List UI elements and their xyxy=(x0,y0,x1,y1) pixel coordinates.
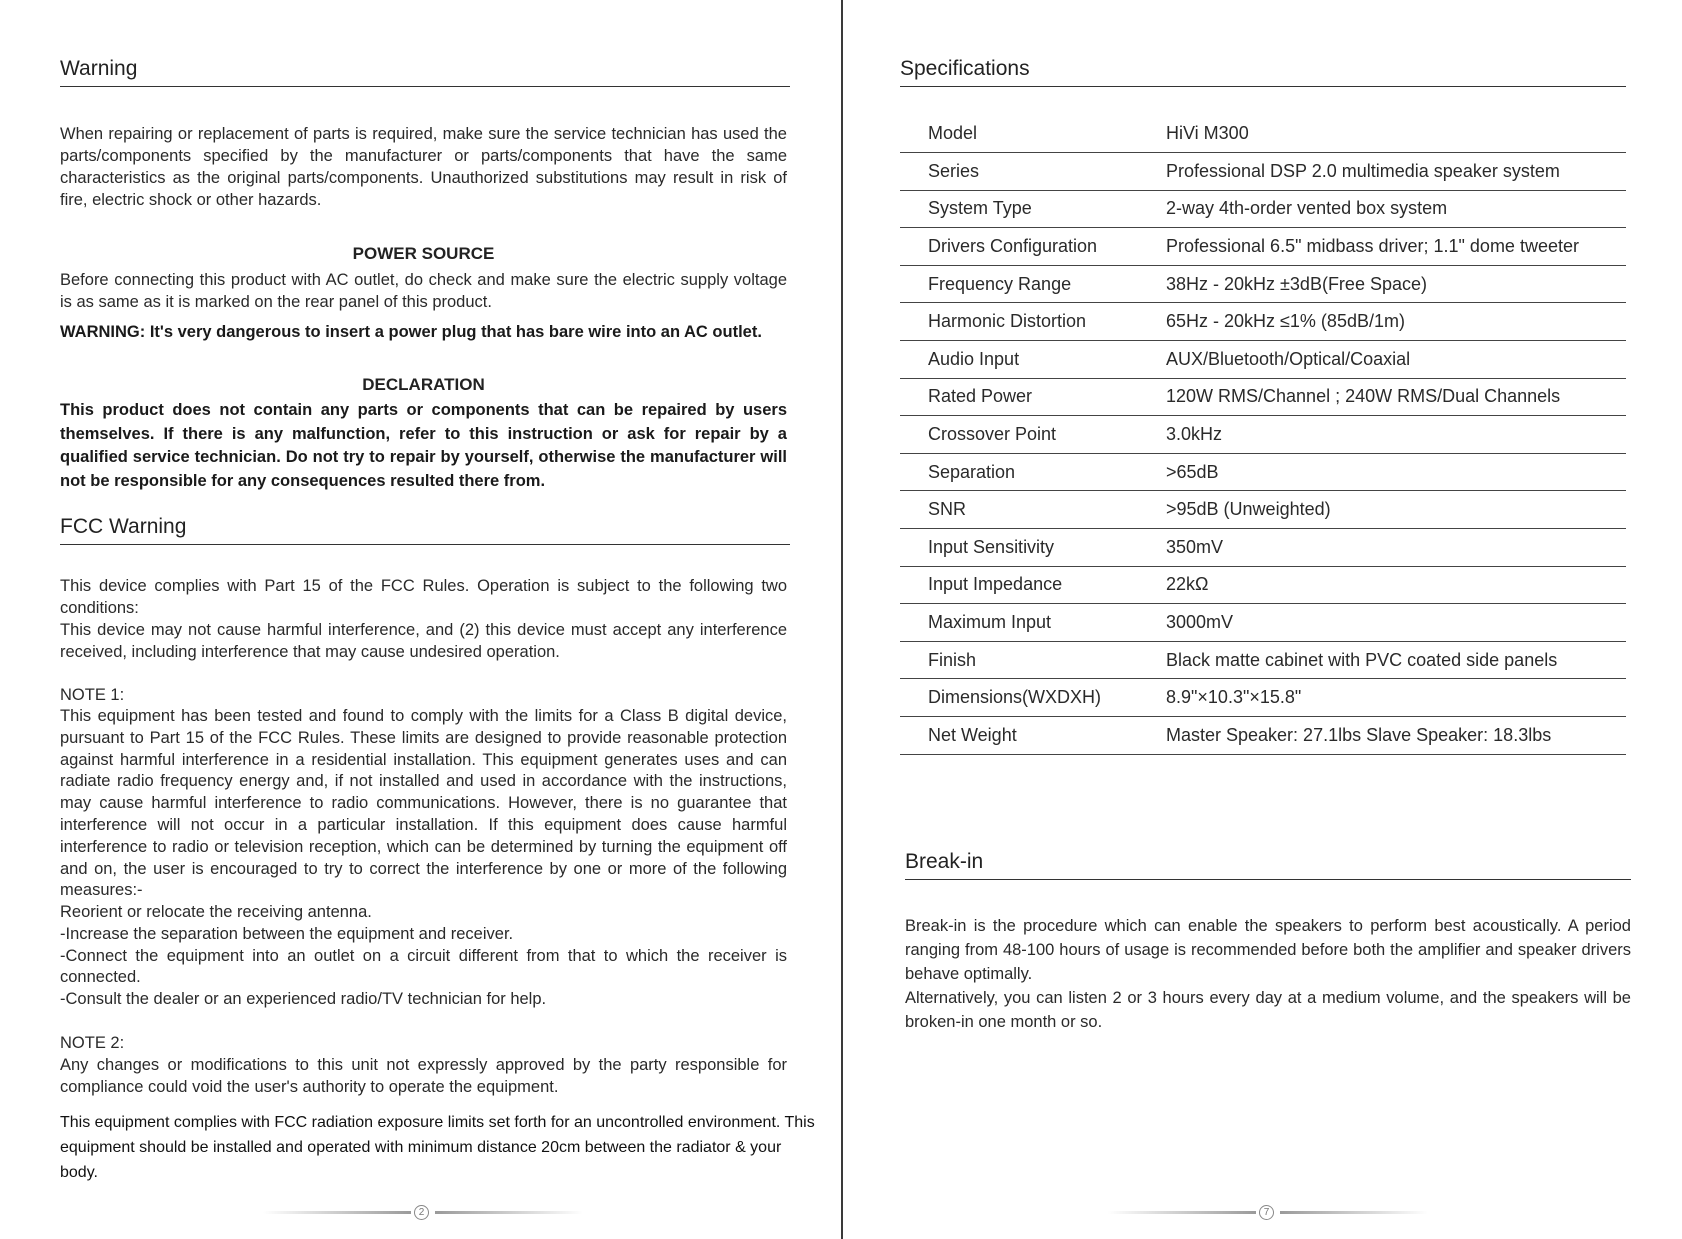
spec-row xyxy=(900,641,1626,679)
spec-label: Crossover Point xyxy=(928,424,1057,445)
spec-value: 3.0kHz xyxy=(1166,424,1223,445)
warning-heading: Warning xyxy=(60,56,790,87)
break-in-heading: Break-in xyxy=(905,849,1631,880)
page-number: 7 xyxy=(1259,1205,1274,1220)
note2-body: Any changes or modifications to this unit not expressly approved by the party responsible for compliance could void the user's authority to operate the equipment. xyxy=(60,1056,787,1096)
specifications-heading: Specifications xyxy=(900,56,1626,87)
spec-row xyxy=(900,265,1626,303)
spec-value: 2-way 4th-order vented box system xyxy=(1166,198,1448,219)
spec-value: 22kΩ xyxy=(1166,574,1209,595)
spec-label: Harmonic Distortion xyxy=(928,311,1087,332)
spec-row xyxy=(900,115,1626,153)
specifications-table xyxy=(900,115,1626,755)
spec-label: Input Impedance xyxy=(928,574,1063,595)
spec-label: Net Weight xyxy=(928,724,1017,745)
spec-row xyxy=(900,604,1626,642)
measures-list xyxy=(60,902,787,1011)
spec-value: HiVi M300 xyxy=(1166,123,1249,144)
spec-label: Drivers Configuration xyxy=(928,236,1098,257)
spec-label: Rated Power xyxy=(928,386,1033,407)
spec-label: Separation xyxy=(928,461,1016,482)
fcc-conditions: This device may not cause harmful interference, and (2) this device must accept any interference received, including interference that may cause undesired operation. xyxy=(60,621,787,661)
spec-label: Series xyxy=(928,160,980,181)
spec-value: 3000mV xyxy=(1166,612,1234,633)
measure-item: -Increase the separation between the equipment and receiver. xyxy=(60,924,514,943)
spec-value: >65dB xyxy=(1166,461,1219,482)
spec-value: Professional DSP 2.0 multimedia speaker system xyxy=(1166,160,1560,181)
power-warning: WARNING: It's very dangerous to insert a power plug that has bare wire into an AC outlet. xyxy=(60,323,762,341)
spec-label: Finish xyxy=(928,649,977,670)
measure-item: -Consult the dealer or an experienced radio/TV technician for help. xyxy=(60,990,547,1009)
spec-row xyxy=(900,378,1626,416)
spec-value: Master Speaker: 27.1lbs Slave Speaker: 18.3lbs xyxy=(1166,724,1552,745)
page-footer xyxy=(1108,1207,1428,1218)
spec-value: Professional 6.5" midbass driver; 1.1" dome tweeter xyxy=(1166,236,1579,257)
break-in-paragraph-1: Break-in is the procedure which can enable the speakers to perform best acoustically. A period ranging from 48-100 hours of usage is recommended before both the amplifier and speaker drivers behave optimally. xyxy=(905,917,1631,983)
spec-value: 38Hz - 20kHz ±3dB(Free Space) xyxy=(1166,273,1427,294)
power-source-paragraph: Before connecting this product with AC outlet, do check and make sure the electric supply voltage is as same as it is marked on the rear panel of this product. xyxy=(60,271,787,311)
note2-title: NOTE 2: xyxy=(60,1034,125,1052)
spec-row xyxy=(900,228,1626,266)
spec-label: Frequency Range xyxy=(928,273,1072,294)
spec-value: Black matte cabinet with PVC coated side panels xyxy=(1166,649,1558,670)
page-number: 2 xyxy=(414,1205,429,1220)
spec-row xyxy=(900,416,1626,454)
spec-value: AUX/Bluetooth/Optical/Coaxial xyxy=(1166,348,1411,369)
spec-row xyxy=(900,717,1626,755)
spec-label: Audio Input xyxy=(928,348,1020,369)
spec-row xyxy=(900,529,1626,567)
spec-label: Model xyxy=(928,123,978,144)
spec-value: 65Hz - 20kHz ≤1% (85dB/1m) xyxy=(1166,311,1405,332)
warning-paragraph: When repairing or replacement of parts is required, make sure the service technician has used the parts/components specified by the manufacturer or parts/components that have the same characteristics as the original parts/components. Unauthorized substitutions may result in risk of fire, electric shock or other hazards. xyxy=(60,125,787,209)
spec-row xyxy=(900,566,1626,604)
spec-row xyxy=(900,153,1626,191)
declaration-paragraph: This product does not contain any parts or components that can be repaired by users themselves. If there is any malfunction, refer to this instruction or ask for repair by a qualified service technician. Do not try to repair by yourself, otherwise the manufacturer will not be responsible for any consequences resulted there from. xyxy=(60,401,787,490)
note1-title: NOTE 1: xyxy=(60,686,125,704)
spec-label: Dimensions(WXDXH) xyxy=(928,687,1102,708)
declaration-title: DECLARATION xyxy=(362,375,485,394)
page-footer xyxy=(263,1207,583,1218)
power-source-title: POWER SOURCE xyxy=(352,244,495,263)
spec-row xyxy=(900,491,1626,529)
spec-value: 350mV xyxy=(1166,536,1224,557)
spec-value: >95dB (Unweighted) xyxy=(1166,499,1331,520)
spec-label: SNR xyxy=(928,499,967,520)
spec-value: 120W RMS/Channel ; 240W RMS/Dual Channels xyxy=(1166,386,1561,407)
spec-row xyxy=(900,303,1626,341)
measure-item: -Connect the equipment into an outlet on a circuit different from that to which the receiver is connected. xyxy=(60,946,787,987)
spec-label: System Type xyxy=(928,198,1032,219)
spec-label: Maximum Input xyxy=(928,612,1052,633)
spec-label: Input Sensitivity xyxy=(928,536,1055,557)
radiation-statement: This equipment complies with FCC radiation exposure limits set forth for an uncontrolled environment. This equipment should be installed and operated with minimum distance 20cm between the radiator & your body. xyxy=(60,1114,815,1181)
fcc-heading: FCC Warning xyxy=(60,514,790,545)
spec-row xyxy=(900,341,1626,379)
note1-body: This equipment has been tested and found to comply with the limits for a Class B digital device, pursuant to Part 15 of the FCC Rules. These limits are designed to provide reasonable protection against harmful interference in a residential installation. This equipment generates uses and can radiate radio frequency energy and, if not installed and used in accordance with the instructions, may cause harmful interference to radio communications. However, there is no guarantee that interference will not occur in a particular installation. If this equipment does cause harmful interference to radio or television reception, which can be determined by turning the equipment off and on, the user is encouraged to try to correct the interference by one or more of the following measures:- xyxy=(60,707,787,900)
spec-row xyxy=(900,190,1626,228)
spec-value: 8.9"×10.3"×15.8" xyxy=(1166,687,1302,708)
fcc-intro: This device complies with Part 15 of the FCC Rules. Operation is subject to the following two conditions: xyxy=(60,577,787,617)
spec-row xyxy=(900,453,1626,491)
measure-item: Reorient or relocate the receiving antenna. xyxy=(60,903,372,921)
spec-row xyxy=(900,679,1626,717)
right-page xyxy=(843,0,1682,1239)
break-in-paragraph-2: Alternatively, you can listen 2 or 3 hours every day at a medium volume, and the speakers will be broken-in one month or so. xyxy=(905,989,1631,1031)
